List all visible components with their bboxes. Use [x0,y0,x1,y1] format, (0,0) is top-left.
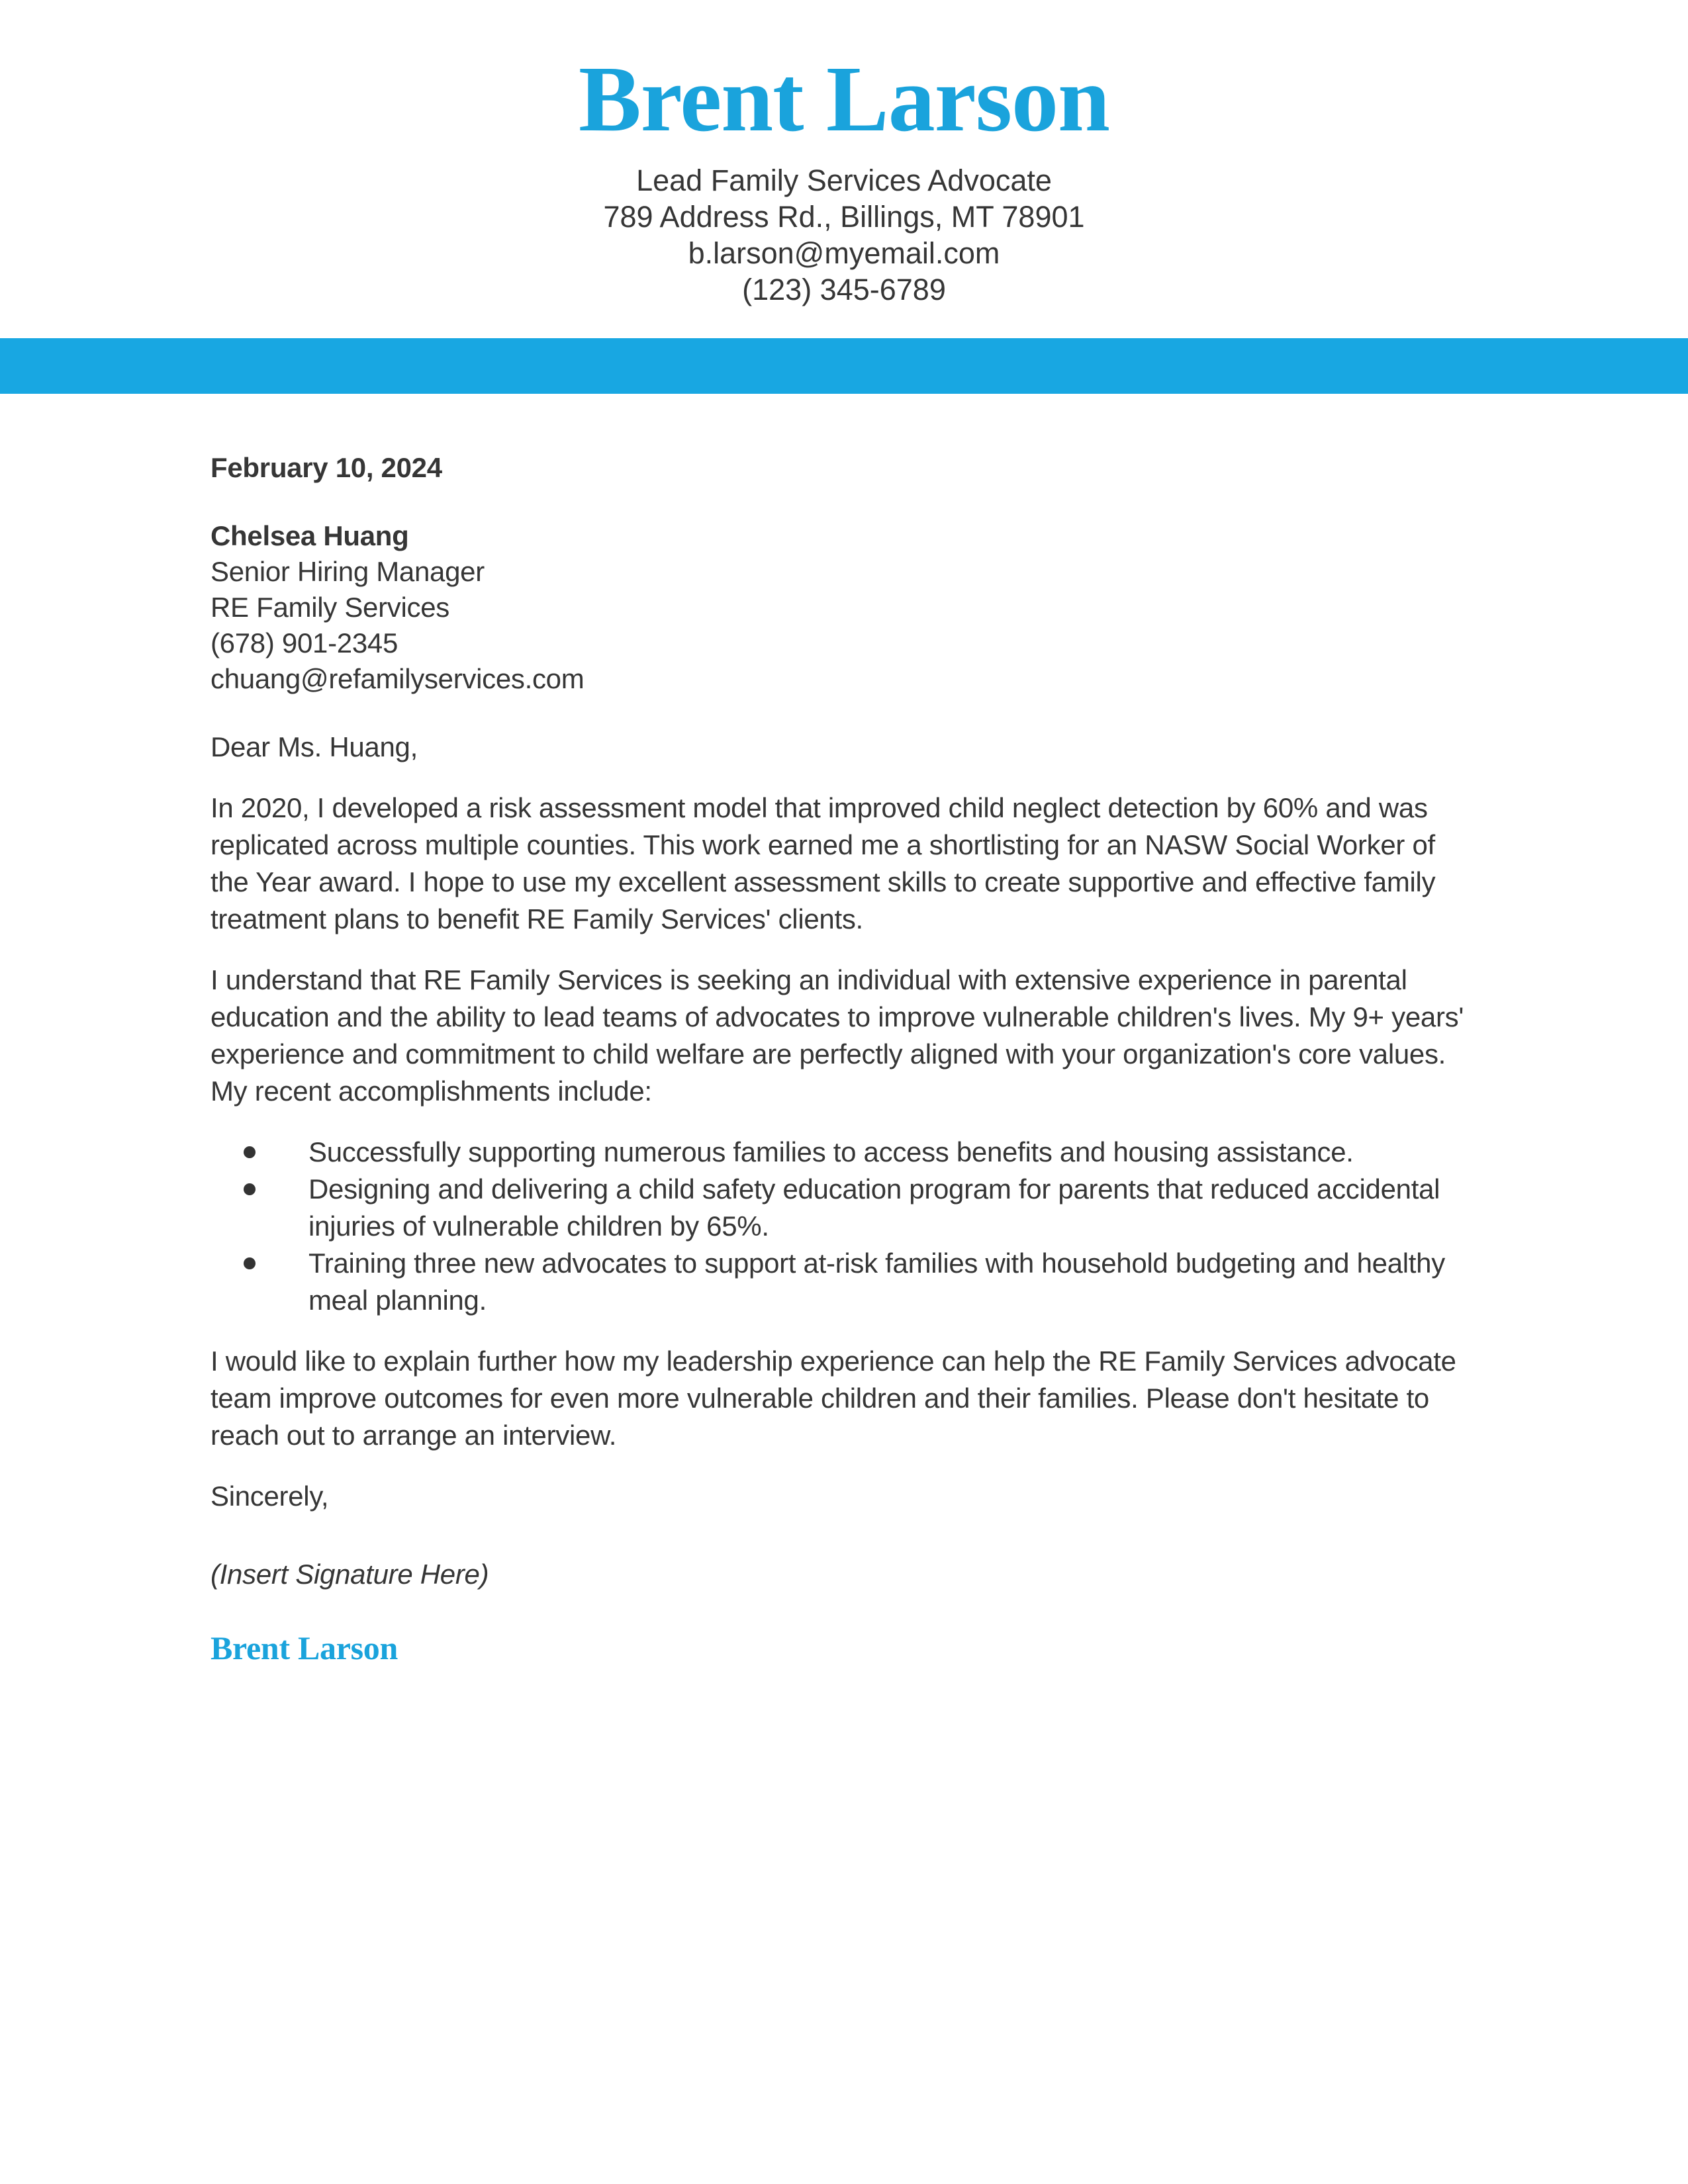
list-item [211,1134,1477,1171]
signature-name: Brent Larson [211,1629,398,1667]
bullet-icon [244,1146,256,1158]
accomplishments-list [211,1134,1477,1319]
candidate-email: b.larson@myemail.com [688,236,1000,271]
contact-block [0,162,1688,308]
list-item [211,1245,1477,1319]
salutation: Dear Ms. Huang, [211,731,418,763]
letter-date: February 10, 2024 [211,452,442,484]
list-item-text: Successfully supporting numerous families to access benefits and housing assistance. [308,1136,1354,1168]
paragraph-intro: In 2020, I developed a risk assessment model that improved child neglect detection by 60% and was replicated across multiple counties. This work earned me a shortlisting for an NASW Social Worker of the Year award. I hope to use my excellent assessment skills to create supportive and effective family treatment plans to benefit RE Family Services' clients. [211,792,1436,935]
recipient-company: RE Family Services [211,592,449,623]
candidate-address: 789 Address Rd., Billings, MT 78901 [603,200,1085,234]
accent-divider-bar [0,338,1688,394]
candidate-job-title: Lead Family Services Advocate [636,163,1052,198]
letter-header [0,0,1688,308]
recipient-name: Chelsea Huang [211,520,409,552]
bullet-icon [244,1257,256,1269]
signature-placeholder: (Insert Signature Here) [211,1559,489,1590]
candidate-phone: (123) 345-6789 [742,273,946,307]
list-item-text: Designing and delivering a child safety education program for parents that reduced accidental injuries of vulnerable children by 65%. [308,1173,1440,1242]
list-item [211,1171,1477,1245]
recipient-phone: (678) 901-2345 [211,627,399,659]
recipient-title: Senior Hiring Manager [211,556,485,588]
letter-body [0,449,1688,1666]
paragraph-fit: I understand that RE Family Services is seeking an individual with extensive experience in parental education and the ability to lead teams of advocates to improve vulnerable children's lives. My 9+ years' experience and commitment to child welfare are perfectly aligned with your organization's core values. My recent accomplishments include: [211,964,1464,1107]
list-item-text: Training three new advocates to support at-risk families with household budgeting and healthy meal planning. [308,1248,1445,1316]
paragraph-closing: I would like to explain further how my leadership experience can help the RE Family Services advocate team improve outcomes for even more vulnerable children and their families. Please don't hesitate to reach out to arrange an interview. [211,1345,1456,1451]
sign-off: Sincerely, [211,1480,329,1512]
recipient-email: chuang@refamilyservices.com [211,663,585,695]
candidate-name: Brent Larson [579,46,1109,151]
bullet-icon [244,1183,256,1195]
recipient-block [211,518,1477,697]
